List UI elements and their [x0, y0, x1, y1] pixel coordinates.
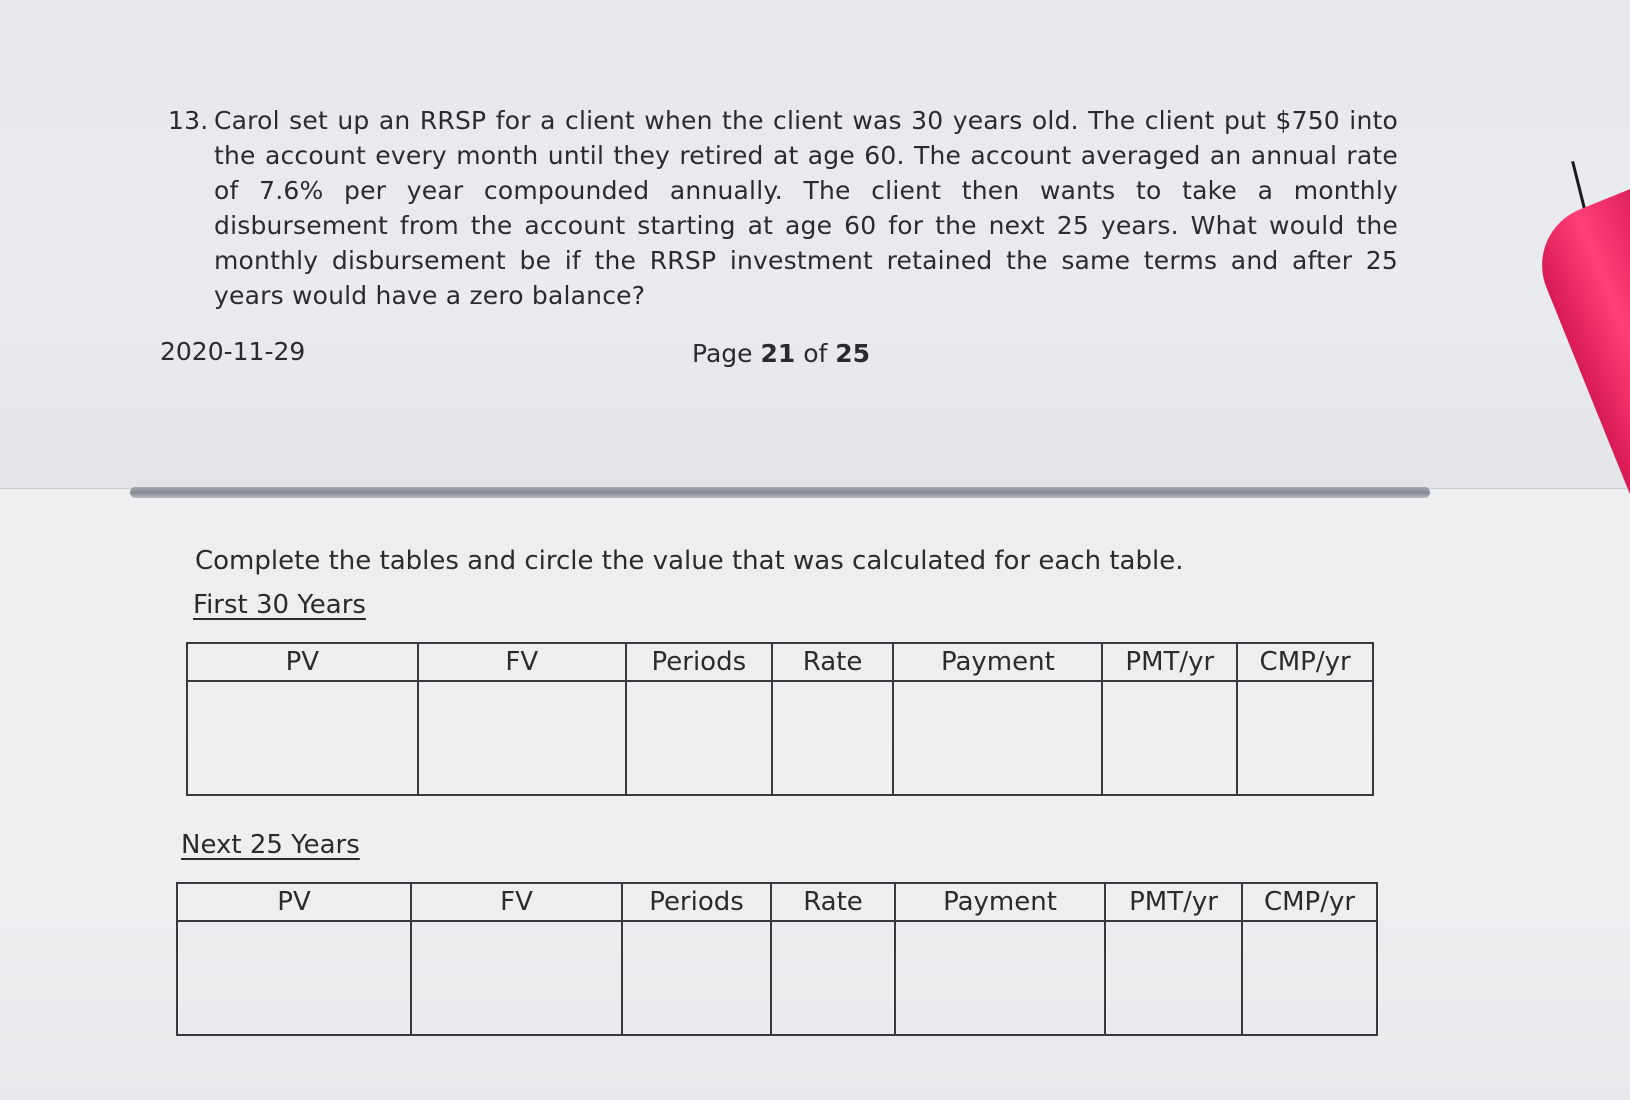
header-periods: Periods	[622, 883, 771, 921]
header-pmt-yr: PMT/yr	[1102, 643, 1237, 681]
question-text: Carol set up an RRSP for a client when the client was 30 years old. The client put $750 into the account every month until they retired at age 60. The account averaged an annual rate of 7.6% per year compounded annually. The client then wants to take a monthly disbursement from the account starting at age 60 for the next 25 years. What would the monthly disbursement be if the RRSP investment retained the same terms and after 25 years would have a zero balance?	[214, 106, 1398, 310]
question-number: 13.	[168, 106, 209, 135]
header-rate: Rate	[771, 883, 895, 921]
header-cmp-yr: CMP/yr	[1237, 643, 1373, 681]
next-25-years-table	[176, 882, 1378, 1036]
page-current: 21	[760, 339, 796, 368]
cell-fv[interactable]	[418, 681, 626, 795]
cell-pv[interactable]	[187, 681, 418, 795]
instruction-text: Complete the tables and circle the value that was calculated for each table.	[195, 546, 1184, 576]
footer-date: 2020-11-29	[160, 337, 306, 366]
table-1-title: First 30 Years	[193, 590, 366, 620]
cell-periods[interactable]	[626, 681, 772, 795]
first-30-years-table	[186, 642, 1374, 796]
table-row	[177, 921, 1377, 1035]
table-header-row	[177, 883, 1377, 921]
cell-pv[interactable]	[177, 921, 411, 1035]
header-rate: Rate	[772, 643, 893, 681]
cell-rate[interactable]	[771, 921, 895, 1035]
cell-payment[interactable]	[893, 681, 1102, 795]
table-row	[187, 681, 1373, 795]
page-total: 25	[835, 339, 871, 368]
cell-fv[interactable]	[411, 921, 622, 1035]
header-cmp-yr: CMP/yr	[1242, 883, 1377, 921]
header-fv: FV	[411, 883, 622, 921]
cell-payment[interactable]	[895, 921, 1105, 1035]
header-pv: PV	[177, 883, 411, 921]
cell-periods[interactable]	[622, 921, 771, 1035]
header-payment: Payment	[895, 883, 1105, 921]
page-fold-shadow	[130, 487, 1430, 498]
footer-page-number	[692, 339, 870, 368]
header-periods: Periods	[626, 643, 772, 681]
header-fv: FV	[418, 643, 626, 681]
question-13	[168, 103, 1398, 313]
cell-cmp-yr[interactable]	[1237, 681, 1373, 795]
cell-pmt-yr[interactable]	[1102, 681, 1237, 795]
cell-cmp-yr[interactable]	[1242, 921, 1377, 1035]
header-pmt-yr: PMT/yr	[1105, 883, 1242, 921]
table-header-row	[187, 643, 1373, 681]
table-2-title: Next 25 Years	[181, 830, 360, 860]
page-middle: of	[795, 339, 836, 368]
cell-pmt-yr[interactable]	[1105, 921, 1242, 1035]
page-prefix: Page	[692, 339, 761, 368]
cell-rate[interactable]	[772, 681, 893, 795]
header-payment: Payment	[893, 643, 1102, 681]
header-pv: PV	[187, 643, 418, 681]
